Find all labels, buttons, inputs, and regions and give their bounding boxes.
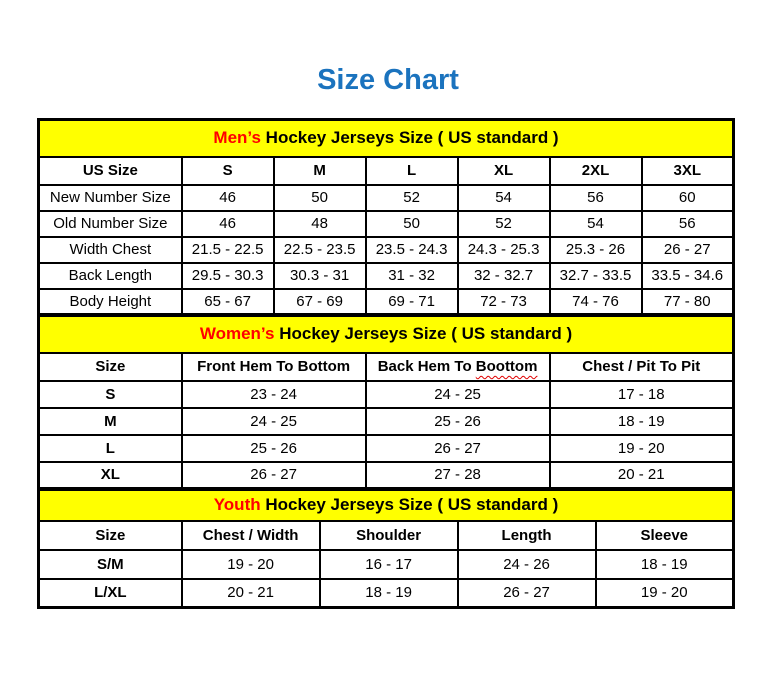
cell: 19 - 20 [596,579,734,608]
row-label: New Number Size [39,185,182,211]
column-header: Sleeve [596,521,734,550]
cell: 46 [182,185,274,211]
cell: 56 [550,185,642,211]
cell: 65 - 67 [182,289,274,315]
mens-size-table [37,118,735,316]
cell: 77 - 80 [642,289,734,315]
cell: 54 [550,211,642,237]
table-row [39,237,734,263]
table-row [39,185,734,211]
mens-section-banner [39,120,734,157]
cell: 23.5 - 24.3 [366,237,458,263]
row-label: M [39,408,182,435]
cell: 26 - 27 [366,435,550,462]
cell: 24 - 25 [366,381,550,408]
banner-text: Hockey Jerseys Size ( US standard ) [274,324,573,344]
cell: 26 - 27 [458,579,596,608]
cell: 48 [274,211,366,237]
cell: 21.5 - 22.5 [182,237,274,263]
cell: 32.7 - 33.5 [550,263,642,289]
size-chart-tables [37,118,735,609]
section-banner-row [39,120,734,157]
header-row [39,353,734,381]
row-label: Old Number Size [39,211,182,237]
row-label: L [39,435,182,462]
banner-highlight: Men’s [213,128,261,148]
row-label: S/M [39,550,182,579]
row-label: Width Chest [39,237,182,263]
cell: 17 - 18 [550,381,734,408]
page-title: Size Chart [317,64,459,96]
youth-size-table [37,488,735,609]
column-header: S [182,157,274,185]
table-row [39,408,734,435]
cell: 24 - 25 [182,408,366,435]
column-header: Size [39,353,182,381]
section-banner-row [39,316,734,353]
cell: 24 - 26 [458,550,596,579]
table-row [39,289,734,315]
cell: 52 [458,211,550,237]
table-row [39,579,734,608]
column-header: US Size [39,157,182,185]
cell: 25 - 26 [182,435,366,462]
cell: 18 - 19 [320,579,458,608]
cell: 22.5 - 23.5 [274,237,366,263]
cell: 18 - 19 [596,550,734,579]
cell: 24.3 - 25.3 [458,237,550,263]
cell: 54 [458,185,550,211]
womens-section-banner [39,316,734,353]
column-header: Chest / Pit To Pit [550,353,734,381]
column-header: Length [458,521,596,550]
row-label: Body Height [39,289,182,315]
cell: 23 - 24 [182,381,366,408]
banner-text: Hockey Jerseys Size ( US standard ) [260,128,559,148]
column-header: 2XL [550,157,642,185]
row-label: XL [39,462,182,489]
cell: 19 - 20 [550,435,734,462]
cell: 25.3 - 26 [550,237,642,263]
cell: 29.5 - 30.3 [182,263,274,289]
column-header: Size [39,521,182,550]
womens-size-table [37,314,735,490]
cell: 20 - 21 [182,579,320,608]
table-row [39,263,734,289]
cell: 56 [642,211,734,237]
cell: 46 [182,211,274,237]
banner-highlight: Youth [213,495,261,515]
cell: 18 - 19 [550,408,734,435]
cell: 26 - 27 [642,237,734,263]
header-text: Back Hem To [377,358,476,375]
cell: 60 [642,185,734,211]
column-header: M [274,157,366,185]
column-header: Front Hem To Bottom [182,353,366,381]
cell: 31 - 32 [366,263,458,289]
cell: 72 - 73 [458,289,550,315]
cell: 25 - 26 [366,408,550,435]
banner-text: Hockey Jerseys Size ( US standard ) [260,495,559,515]
column-header: 3XL [642,157,734,185]
cell: 26 - 27 [182,462,366,489]
cell: 32 - 32.7 [458,263,550,289]
cell: 52 [366,185,458,211]
column-header [366,353,550,381]
section-banner-row [39,490,734,521]
row-label: Back Length [39,263,182,289]
column-header: Chest / Width [182,521,320,550]
cell: 74 - 76 [550,289,642,315]
table-row [39,211,734,237]
cell: 19 - 20 [182,550,320,579]
cell: 33.5 - 34.6 [642,263,734,289]
cell: 27 - 28 [366,462,550,489]
cell: 67 - 69 [274,289,366,315]
cell: 50 [366,211,458,237]
cell: 20 - 21 [550,462,734,489]
table-row [39,381,734,408]
header-row [39,157,734,185]
header-row [39,521,734,550]
row-label: L/XL [39,579,182,608]
banner-highlight: Women’s [199,324,275,344]
table-row [39,550,734,579]
row-label: S [39,381,182,408]
table-row [39,435,734,462]
column-header: Shoulder [320,521,458,550]
cell: 30.3 - 31 [274,263,366,289]
table-row [39,462,734,489]
column-header: L [366,157,458,185]
youth-section-banner [39,490,734,521]
cell: 69 - 71 [366,289,458,315]
misspelled-word: Boottom [475,358,538,375]
cell: 50 [274,185,366,211]
cell: 16 - 17 [320,550,458,579]
column-header: XL [458,157,550,185]
